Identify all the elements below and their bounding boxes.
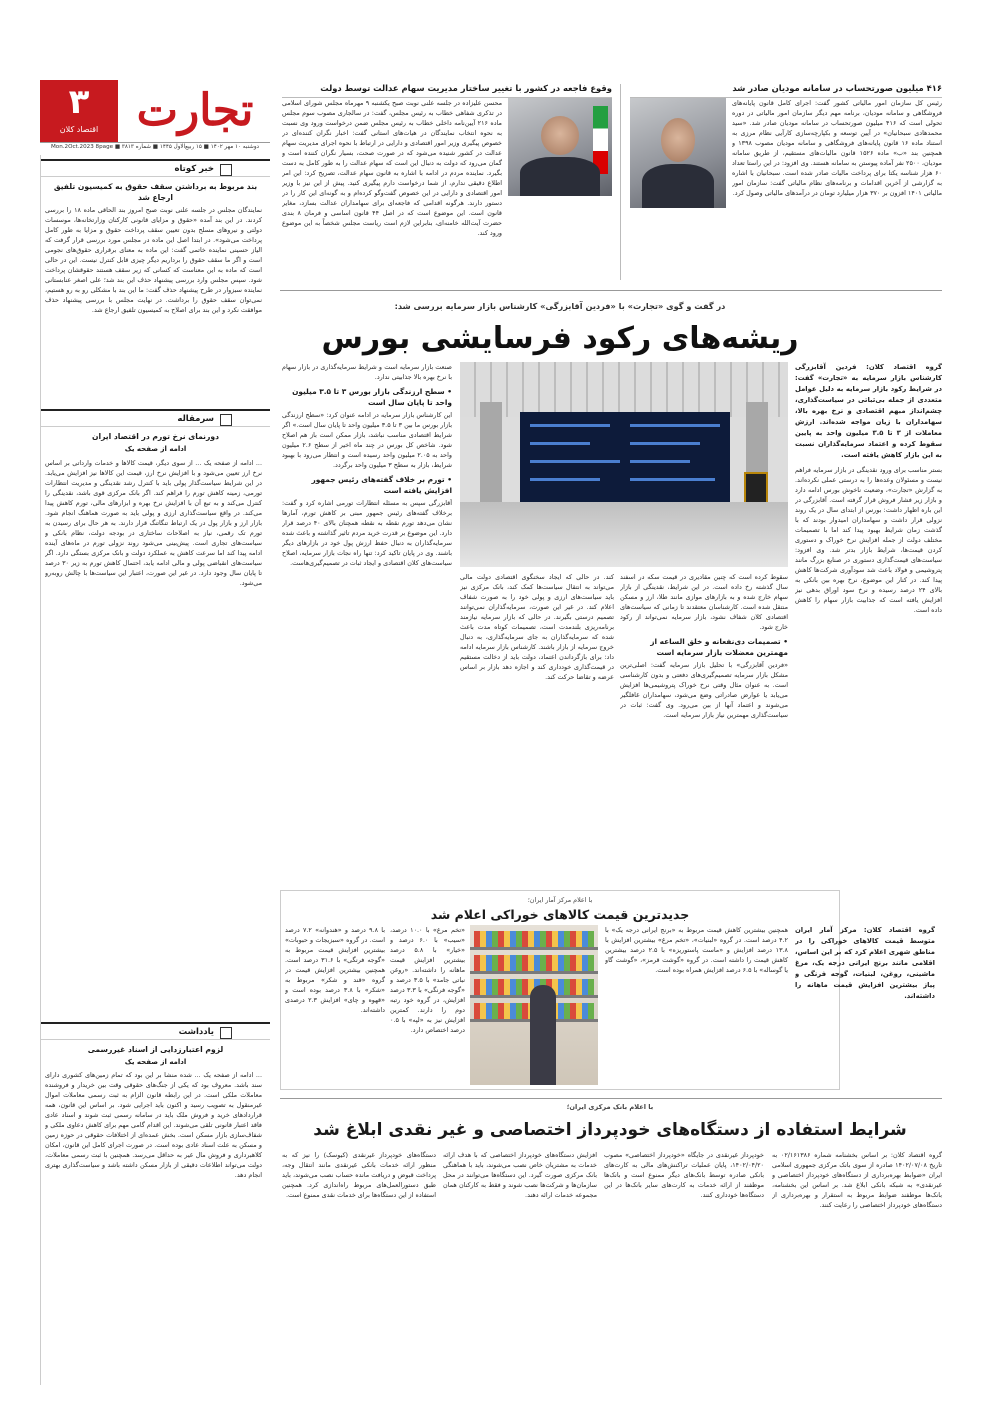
main-mid-column-2 — [460, 572, 614, 877]
main-right-column — [795, 362, 942, 880]
bank-column-1 — [772, 1150, 942, 1390]
page-number: ۳ — [68, 82, 90, 122]
masthead — [40, 80, 270, 150]
food-column-1 — [605, 925, 788, 1085]
tax-story-body: رئیس کل سازمان امور مالیاتی کشور گفت: اجرای کامل قانون پایانه‌های فروشگاهی و سامانه مودیان، برنامه مهم دیگر سازمان امور مالیاتی در دوره تحولی است که ۴۱۶ میلیون صورتحساب در سامانه مودیان صادر شد. «سید محمدهادی سبحانیان» در آیین توسعه و بکپارچه‌سازی کارآیی نظام مرزی به استناد ماده ۱۶ قانون پایانه‌های فروشگاهی و سامانه مودیان مصوب ۱۳۹۸ و همچنین بند «ب» ماده ۱۵۲۶ قانون مالیات‌های مستقیم، از طریق سامانه مودیان، ۲۵۰۰ نفر آماده پیوستن به سامانه هستند. وی افزود: در این راستا تعداد ۶۰ هزار شناسه یکتا برای پرداخت مالیات صادر شده است. سبحانیان با اشاره به گزارشی از آخرین اقدامات و برنامه‌های نظام مالیاتی گفت: سازمان امور مالیاتی ۱۴۰۱ افزون بر ۳۷۰ هزار میلیارد تومان در درآمدهای مالیاتی وصول کرد. — [732, 99, 942, 197]
newspaper-logo: تجارت — [136, 85, 254, 136]
main-left-column — [282, 362, 452, 880]
page-number-box — [40, 80, 118, 142]
short-news-body: نمایندگان مجلس در جلسه علنی نوبت صبح امروز بند الحاقی ماده ۱۸ را بررسی کردند. در این بند آمده «حقوق و مزایای قانونی کارکنان وزارتخانه‌ها، موسسات دولتی و نیروهای مسلح بدون تعیین سقف پرداخت حقوق و مزایا به طور کامل پرداخت می‌شود». در ابتدا اصل این ماده در مجلس مورد بررسی قرار گرفت که الیاز حسینی نماینده خاتمی گفت: این ماده به معنای برقراری حقوق‌های نجومی است و اگر ما سقف حقوق را برداریم دیگر چیزی قابل کنترل نیست. این در حالی است که ماده به این معناست که کسانی که زیر سقف هستند حقوقشان پرداخت شود. سپس مجلس وارد بررسی پیشنهاد حذف این بند شد؛ علی اصغر عنابستانی نماینده سبزوار در طرح پیشنهاد حذف گفت: ما این بند با مشکلی رو به رو هستیم، نمی‌توان سقف حقوق را برداشت. در نهایت مجلس با بررسی پیشنهاد حذف موافقت نکرد و این بند برای اصلاح به کمیسیون تلفیق ارجاع شد. — [45, 206, 262, 314]
justice-shares-title: وقوع فاجعه در کشور با تغییر ساختار مدیریت سهام عدالت توسط دولت — [282, 82, 612, 98]
column-divider — [620, 84, 621, 280]
main-left-subhead-2: • تورم بر خلاف گفته‌های رئیس جمهور افزایش یافته است — [311, 475, 452, 496]
bank-col-4-text: دستگاه‌های خودپرداز غیرنقدی (کیوسک) را نیز که به منظور ارائه خدمات بانکی غیرنقدی مانند انتقال وجه، پرداخت قبوض و دریافت مانده حساب نصب می‌شوند، باید طبق دستورالعمل‌های مربوط راه‌اندازی کرد. همچنین استفاده از این دستگاه‌ها برای خدمات نقدی ممنوع است. — [282, 1151, 436, 1199]
stock-exchange-photo — [460, 362, 788, 567]
bank-column-3 — [443, 1150, 597, 1390]
bank-col-3-text: افزایش دستگاه‌های خودپرداز اختصاصی که با هدف ارائه خدمات به مشتریان خاص نصب می‌شوند، باید با هماهنگی بانک مرکزی صورت گیرد. این دستگاه‌ها می‌توانند در محل سازمان‌ها و شرکت‌ها نصب شوند و فقط به کارکنان همان مجموعه خدمات ارائه دهند. — [443, 1151, 597, 1199]
food-lead-column — [795, 925, 935, 1085]
main-left-1-text: صنعت بازار سرمایه است و شرایط سرمایه‌گذاری در بازار سهام با نرخ بهره بالا جذابیتی ندارد. — [282, 363, 452, 381]
justice-shares-photo — [508, 98, 612, 196]
supermarket-photo — [470, 925, 598, 1085]
editorial-title: دورنمای نرخ تورم در اقتصاد ایران — [92, 432, 219, 441]
main-mid-2-text: کند. در حالی که ایجاد سخنگوی اقتصادی دولت مالی می‌تواند به انتقال سیاست‌ها کمک کند، بانک مرکزی نیز باید سیاست‌های ارزی و پولی خود را به صورت شفاف اعلام کند. در غیر این صورت، سرمایه‌گذاران نمی‌توانند تصمیم درستی بگیرند. در حالی که بازار سرمایه نیازمند برنامه‌ریزی بلندمدت است، تصمیمات کوتاه مدت باعث شده که سرمایه‌گذاران به جای سرمایه‌گذاری، به دنبال خروج سرمایه از بازار باشند. کارشناس بازار سرمایه ادامه داد: برای بازگرداندن اعتماد، دولت باید از دخالت مستقیم در قیمت‌گذاری خودداری کند و اجازه دهد بازار بر اساس عرضه و تقاضا حرکت کند. — [460, 573, 614, 681]
editorial-author: ادامه از صفحه یک — [124, 445, 187, 453]
editorial-header: سرمقاله — [41, 409, 270, 427]
section-label: اقتصاد کلان — [59, 125, 99, 134]
square-icon — [220, 1027, 232, 1039]
short-news-title: بند مربوط به برداشتن سقف حقوق به کمیسیون تلفیق ارجاع شد — [53, 182, 258, 202]
food-col-2-text: «تخم مرغ» با ۱۰.۰ درصد، «سیب» با ۶.۰ درصد و «خیار» با ۵.۸ درصد بیشترین افزایش قیمت ماهانه را داشته‌اند. «روغن نباتی جامد» با ۳.۵ درصد و «گوجه فرنگی» با ۳.۳ درصد افزایش، در گروه خود رتبه دوم را دارند. کمترین افزایش نیز به «لپه» با ۰.۵ درصد اختصاص دارد. — [390, 926, 465, 1034]
main-mid-1b-text: «فردین آقابزرگی» با تحلیل بازار سرمایه گفت: اصلی‌ترین مشکل بازار سرمایه تصمیم‌گیری‌های دفعتی و بدون کارشناسی است. به عنوان مثال وقتی نرخ خوراک پتروشیمی‌ها افزایش می‌یابد یا عوارض صادراتی وضع می‌شود، سهامداران غافلگیر می‌شوند و اعتماد آنها از بین می‌رود. وی گفت: ثبات در سیاست‌گذاری مهمترین نیاز بازار سرمایه است. — [620, 661, 788, 720]
main-kicker: در گفت و گوی «تجارت» با «فردین آقابزرگی» کارشناس بازار سرمایه بررسی شد: — [394, 301, 726, 311]
note-title: لزوم اعتبارزدایی از اسناد غیررسمی — [87, 1044, 224, 1054]
bank-headline: شرایط استفاده از دستگاه‌های خودپرداز اختصاصی و غیر نقدی ابلاغ شد — [313, 1120, 907, 1140]
main-left-1b-text: این کارشناس بازار سرمایه در ادامه عنوان کرد: «سطح ارزندگی بازار بورس ما بین ۳ تا ۳.۵ میلیون واحد تا پایان سال است.» اگر شرایط اقتصادی مناسب نباشد، بازار ممکن است باز هم اصلاح شود. شاخص کل بورس در چند ماه اخیر از سطح ۲.۶ میلیون واحد به ۲.۰۵ میلیون واحد رسیده است و انتظار می‌رود با بهبود شرایط، بازار به سطح ۳ میلیون واحد برگردد. — [282, 411, 452, 470]
tax-story-photo — [630, 98, 726, 208]
main-headline: ریشه‌های رکود فرسایشی بورس — [321, 321, 799, 356]
square-icon — [220, 164, 232, 176]
note-author: ادامه از صفحه یک — [124, 1057, 187, 1066]
main-mid-column-1 — [620, 572, 788, 877]
main-mid-1-text: سقوط کرده است که چنین مقادیری در قیمت سکه در اسفند سال گذشته رخ داده است. در این شرایط، نقدینگی از بازار سهام خارج شده و به بازارهای موازی مانند طلا، ارز و مسکن منتقل شده است. کارشناسان معتقدند تا زمانی که سیاست‌های اقتصادی کلان شفاف نشود، بازار سرمایه نمی‌تواند از رکود خارج شود. — [620, 573, 788, 631]
bank-source: با اعلام بانک مرکزی ایران؛ — [566, 1103, 654, 1111]
tax-story-title: ۴۱۶ میلیون صورتحساب در سامانه مودیان صادر شد — [630, 82, 942, 98]
sidebar — [40, 155, 270, 1385]
bank-column-4 — [282, 1150, 436, 1390]
bank-column-2 — [604, 1150, 764, 1390]
food-lead: گروه اقتصاد کلان: مرکز آمار ایران متوسط قیمت کالاهای خوراکی را در مناطق شهری اعلام کرد که بر این اساس، اقلامی مانند برنج ایرانی درجه یک، مرغ ماشینی، روغن، لبنیات، گوجه فرنگی و پیاز بیشترین افزایش قیمت ماهانه را داشته‌اند. — [795, 926, 935, 1000]
justice-shares-body: محسن علیزاده در جلسه علنی نوبت صبح یکشنبه ۹ مهرماه مجلس شورای اسلامی در تذکری شفاهی خطاب به رئیس مجلس، گفت: در سالجاری مصوب سوم مجلس ماده ۲۱۶ آیین‌نامه داخلی خطاب به رئیس مجلس ضمن درخواست ورود وی نسبت به نحوه انتخاب نمایندگان در هیات‌های استانی گفت: اخبار نگران کننده‌ای در خصوص پیگیری وزیر امور اقتصادی و دارایی در ارتباط با نحوه اجرای مدیریت سهام عدالت در کشور شنیده می‌شود که در صورت صحت، بسیار نگران کننده است و گمان می‌رود که دولت به دنبال این است که سهام عدالت را به طور کامل به دست بگیرد. نماینده مردم در ادامه با اشاره به قانون سهام عدالت، تصریح کرد: این امر اطلاع دقیقی ندارم، از شما درخواست دارم پیگیری کنید. پیش از این نیز با وزیر امور اقتصادی و دارایی در این خصوص گفت‌وگو کرده‌ام و به گونه‌ای این کار را در دستور دارند. هرگونه اقدامی که فاجعه‌ای برای سهامداران عدالت بسازد، مغایر قانون است. این موضوع است که در اصل ۴۴ قانون اساسی و فرمان ۸ بندی حضرت آیت‌الله خامنه‌ای، بنابراین لازم است ریاست مجلس شخصاً به این موضوع ورود کند. — [282, 99, 502, 237]
bank-col-2-text: خودپرداز غیرنقدی در جایگاه «خودپرداز اختصاصی» مصوب ۱۴۰۲/۰۴/۲۰، پایان عملیات تراکنش‌های مالی به کارت‌های بانکی صادره توسط بانک‌های دیگر ممنوع است و بانک‌ها موظفند از ارائه خدمات به کارت‌های سایر بانک‌ها در این دستگاه‌ها خودداری کنند. — [604, 1151, 764, 1199]
dateline: دوشنبه ۱۰ مهر ۱۴۰۲ ■ ۱۵ ربیع‌الاول ۱۴۴۵ ■ شماره ۳۸۱۳ ■ Mon.2Oct.2023 8page — [40, 142, 270, 152]
section-divider — [280, 290, 942, 291]
short-news-header: خبر کوتاه — [41, 159, 270, 177]
main-right-body: بستر مناسب برای ورود نقدینگی در بازار سرمایه فراهم نیست و مسئولان وعده‌ها را به درستی عملی نکرده‌اند. به گزارش «تجارت»، وضعیت ناخوش بورس ادامه دارد و بازار زیر فشار فروش قرار گرفته است. آقابزرگی در این باره اظهار داشت: بورس از ابتدای سال در یک روند نزولی قرار داشت و سهامداران امیدوار بودند که با گذشت زمان شرایط بهبود پیدا کند اما با تصمیمات مختلف دولت از جمله افزایش نرخ خوراک و دستوری کردن قیمت‌ها، شرایط بازار بدتر شد. وی افزود: سیاست‌های قیمت‌گذاری دستوری در صنایع بزرگ مانند پتروشیمی و فولاد باعث شد سودآوری شرکت‌ها کاهش پیدا کند. در کنار این موضوع، نرخ بهره بین بانکی به بالای ۲۴ درصد رسیده و نرخ سود اوراق بدهی نیز افزایش یافته است که جذابیت بازار سهام را کاهش داده است. — [795, 466, 942, 614]
food-column-2 — [390, 925, 465, 1085]
food-source: با اعلام مرکز آمار ایران؛ — [527, 896, 593, 904]
food-column-3 — [285, 925, 385, 1085]
food-col-1-text: همچنین بیشترین کاهش قیمت مربوط به «برنج ایرانی درجه یک» با ۴.۲ درصد است. در گروه «لبنیات»، «تخم مرغ» بیشترین افزایش با ۱۳.۸ درصد افزایش و «ماست پاستوریزه» با ۲.۵ درصد بیشترین کاهش قیمت را داشته است. در گروه «گوشت قرمز»، «گوشت گاو یا گوساله» با ۶.۵ درصد افزایش همراه بوده است. — [605, 926, 788, 974]
food-headline: جدیدترین قیمت کالاهای خوراکی اعلام شد — [430, 907, 690, 922]
note-header: یادداشت — [41, 1022, 270, 1040]
justice-shares-story — [282, 82, 612, 282]
editorial-body: ... ادامه از صفحه یک ... از سوی دیگر، قیمت کالاها و خدمات وارداتی بر اساس نرخ ارز تعیین می‌شود و با افزایش نرخ ارز، قیمت این کالاها نیز افزایش می‌یابد. در این شرایط سیاست‌گذار پولی باید با کنترل رشد نقدینگی و مدیریت انتظارات تورمی، زمینه کاهش تورم را فراهم کند. اگر بانک مرکزی قوی باشد، نقدینگی را کنترل می‌کند و به تبع آن با افزایش نرخ بهره و ابزارهای مالی، تورم کاهش پیدا می‌کند. در واقع سیاست‌گذاری ارزی و پولی باید به صورت هماهنگ انجام شود. بازار ارز و بازار پول در یک ارتباط تنگاتنگ قرار دارند. به هر حال برای رسیدن به تورم تک رقمی، نیاز به اصلاحات ساختاری در بودجه دولت، نظام بانکی و سیاست‌های تجاری است. پیش‌بینی می‌شود روند نزولی تورم در ماه‌های آینده ادامه پیدا کند اما سرعت کاهش به عملکرد دولت و بانک مرکزی بستگی دارد. اگر سیاست‌های انقباضی پولی و مالی ادامه یابد، احتمال کاهش تورم به زیر ۳۰ درصد تا پایان سال وجود دارد. در غیر این صورت، اعتبار این سیاست‌ها با چالش روبه‌رو می‌شود. — [45, 458, 262, 587]
main-lead: گروه اقتصاد کلان: فردین آقابزرگی کارشناس بازار سرمایه به «تجارت» گفت: در شرایط رکود بازار سرمایه به دلیل عوامل متعددی از جمله بی‌ثباتی در سیاست‌گذاری، چشم‌انداز مبهم اقتصادی و نرخ بهره بالا، سهامداران با زیان مواجه شده‌اند. ارزش معاملات از ۳ تا ۳.۵ میلیون واحد به پایین سقوط کرده و اعتماد سرمایه‌گذاران نسبت به این بازار کاهش یافته است. — [795, 363, 942, 459]
bank-col-1-text: گروه اقتصاد کلان: بر اساس بخشنامه شماره ۰۲/۱۶۱۳۸۶ به تاریخ ۱۴۰۲/۰۷/۰۸ صادره از سوی بانک مرکزی جمهوری اسلامی ایران «ضوابط بهره‌برداری از دستگاه‌های خودپرداز اختصاصی و غیرنقدی» به شبکه بانکی ابلاغ شد. بر اساس این بخشنامه، بانک‌ها موظفند ضوابط مربوط به استقرار و بهره‌برداری از دستگاه‌های خودپرداز اختصاصی را رعایت کنند. — [772, 1151, 942, 1209]
main-left-2-text: آقابزرگی سپس به مسئله انتظارات تورمی اشاره کرد و گفت: برخلاف گفته‌های رئیس جمهور مبنی بر کاهش تورم، آمارها نشان می‌دهد تورم نقطه به نقطه همچنان بالای ۴۰ درصد قرار دارد. این موضوع بر قدرت خرید مردم تاثیر گذاشته و باعث شده سرمایه‌گذاران به دنبال حفظ ارزش پول خود در بازارهای دیگر باشند. وی در پایان تاکید کرد: تنها راه نجات بازار سرمایه، اصلاح سیاست‌های کلان اقتصادی و ایجاد ثبات در تصمیم‌گیری‌هاست. — [282, 499, 452, 568]
main-left-subhead-1: • سطح ارزندگی بازار بورس ۳ تا ۳.۵ میلیون واحد تا پایان سال است — [292, 387, 452, 408]
section-divider — [280, 1098, 942, 1099]
food-col-3-text: با ۹.۸ درصد و «هندوانه» ۷.۲ درصد است. در گروه «سبزیجات و حبوبات» بیشترین افزایش قیمت مربوط به «گوجه فرنگی» با ۳۱.۶ درصد است. همچنین بیشترین افزایش قیمت در گروه «قند و شکر» مربوط به «شکر» با ۳.۸ درصد بوده است و «قهوه و چای» افزایش ۲.۳ درصدی داشته‌اند. — [285, 926, 385, 1014]
main-mid-1-subhead: • تصمیمات دی‌نفعانه و خلق الساعه از مهمترین معضلات بازار سرمایه است — [650, 637, 788, 658]
note-body: ... ادامه از صفحه یک ... شده منشا بر این بود که تمام زمین‌های کشوری دارای سند باشد. معروف بود که یکی از جنگ‌های حقوقی وقت بین خریدار و فروشنده معاملات ملکی است. در این رابطه قانون الزام به ثبت رسمی معاملات اموال غیرمنقول به تصویب رسید و اکنون باید اجرایی شود. بر اساس این قانون، همه قراردادهای خرید و فروش ملک باید در سامانه رسمی ثبت شوند و اسناد عادی فاقد اعتبار قانونی تلقی می‌شوند. این اقدام گامی مهم برای کاهش دعاوی ملکی و شفاف‌سازی بازار مسکن است. بخش عمده‌ای از اختلافات حقوقی در حوزه زمین و مسکن به علت اسناد عادی بوده است. در صورت اجرای کامل این قانون، امکان کلاهبرداری و فروش مال غیر به حداقل می‌رسد. همچنین با ثبت رسمی معاملات، دولت می‌تواند اطلاعات دقیقی از بازار مسکن داشته باشد و سیاست‌گذاری بهتری انجام دهد. — [45, 1071, 262, 1179]
tax-story — [630, 82, 942, 282]
square-icon — [220, 414, 232, 426]
